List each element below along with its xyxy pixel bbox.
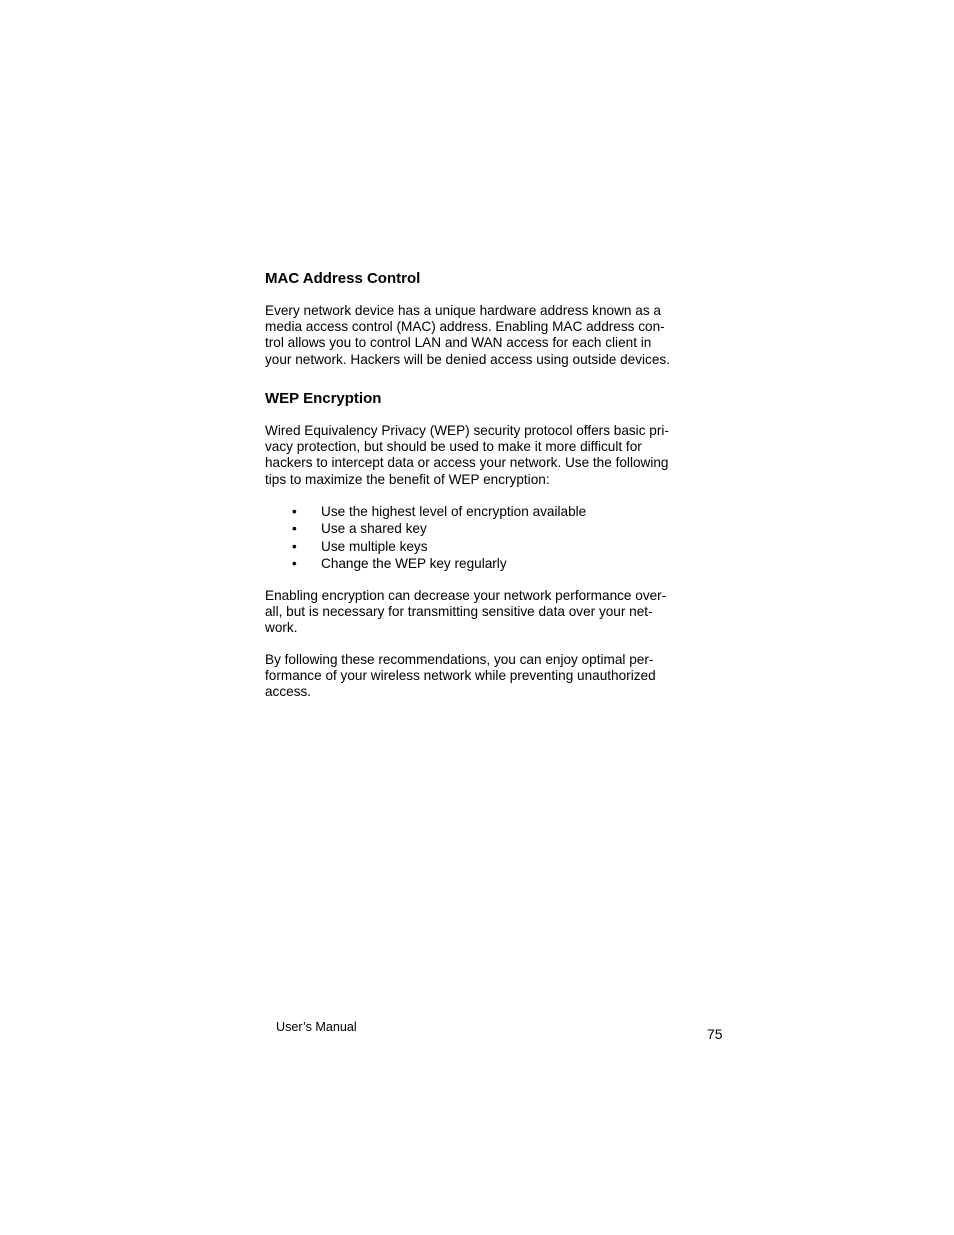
bullet-icon: • [292, 538, 297, 554]
footer-manual-label: User’s Manual [276, 1020, 357, 1034]
paragraph-encryption-performance [265, 588, 666, 637]
list-item [265, 538, 586, 555]
bullet-icon: • [292, 521, 297, 537]
paragraph-recommendations [265, 652, 656, 701]
paragraph-line: vacy protection, but should be used to make it more difficult for [265, 439, 642, 455]
page-number: 75 [707, 1026, 723, 1042]
paragraph-line: hackers to intercept data or access your network. Use the following [265, 455, 669, 471]
paragraph-mac-address-control [265, 303, 670, 368]
paragraph-line: Every network device has a unique hardware address known as a [265, 303, 661, 318]
paragraph-line: By following these recommendations, you can enjoy optimal per- [265, 652, 654, 667]
list-item-text: Change the WEP key regularly [321, 556, 507, 572]
section-heading-wep-encryption: WEP Encryption [265, 390, 382, 407]
paragraph-wep-intro [265, 423, 669, 488]
paragraph-line: formance of your wireless network while preventing unauthorized [265, 668, 656, 684]
paragraph-line: media access control (MAC) address. Enabling MAC address con- [265, 319, 665, 335]
list-item [265, 503, 586, 520]
paragraph-line: Wired Equivalency Privacy (WEP) security protocol offers basic pri- [265, 423, 669, 438]
bullet-icon: • [292, 504, 297, 519]
wep-tips-list [265, 503, 586, 573]
list-item [265, 555, 586, 572]
section-heading-mac-address-control: MAC Address Control [265, 270, 421, 287]
list-item [265, 520, 586, 537]
paragraph-line: trol allows you to control LAN and WAN access for each client in [265, 335, 652, 351]
paragraph-line: Enabling encryption can decrease your network performance over- [265, 588, 667, 603]
list-item-text: Use the highest level of encryption available [321, 504, 587, 519]
paragraph-line: access. [265, 684, 312, 700]
list-item-text: Use multiple keys [321, 538, 428, 554]
paragraph-line: work. [265, 620, 298, 636]
paragraph-line: tips to maximize the benefit of WEP encryption: [265, 471, 550, 487]
paragraph-line: all, but is necessary for transmitting sensitive data over your net- [265, 604, 653, 620]
paragraph-line: your network. Hackers will be denied access using outside devices. [265, 351, 670, 367]
bullet-icon: • [292, 556, 297, 572]
list-item-text: Use a shared key [321, 521, 427, 537]
